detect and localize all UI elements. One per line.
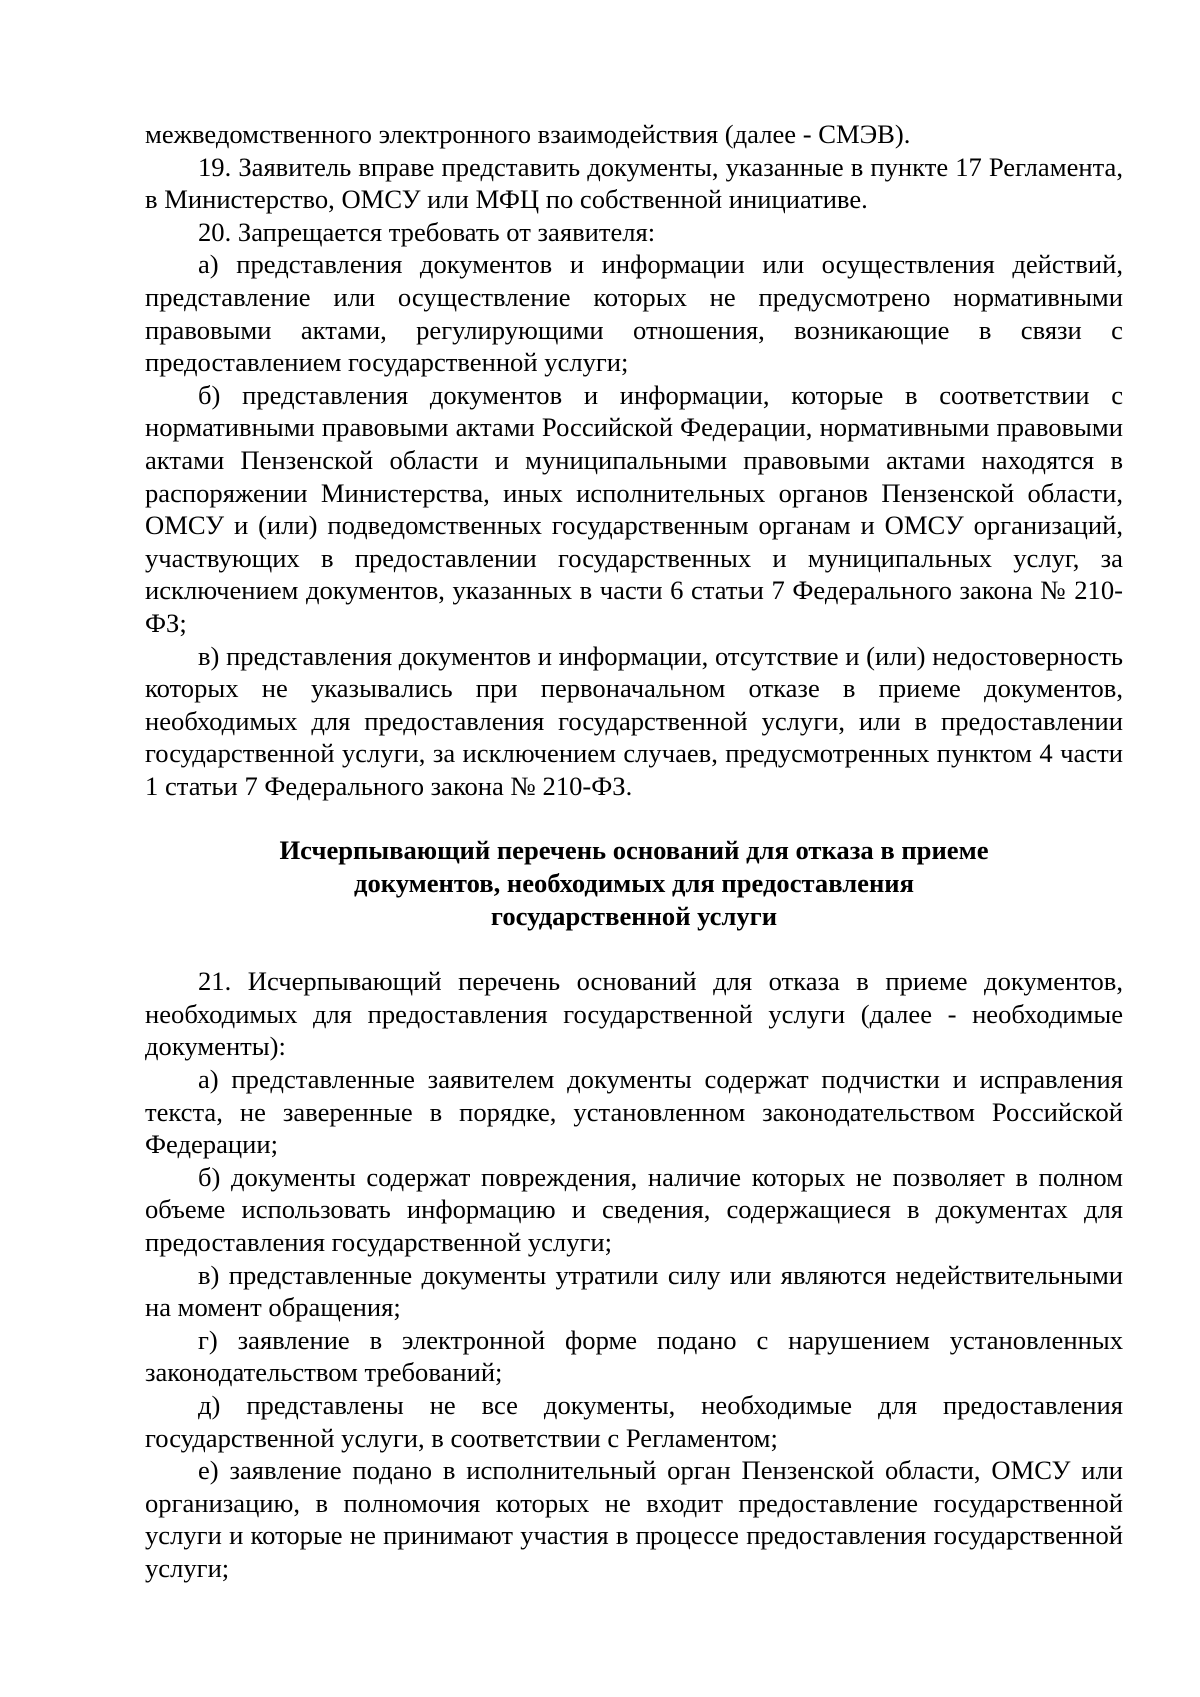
section-heading-line-1: Исчерпывающий перечень оснований для отказа в приеме: [279, 835, 989, 866]
paragraph-20-a: а) представления документов и информации или осуществления действий, представление или осуществление которых не предусмотрено нормативными правовыми актами, регулирующими отношения, возникающие в связи с предоставлением государственной услуги;: [145, 249, 1123, 378]
paragraph-21-a: а) представленные заявителем документы содержат подчистки и исправления текста, не заверенные в порядке, установленном законодательством Российской Федерации;: [145, 1064, 1123, 1160]
section-heading-line-3: государственной услуги: [490, 900, 778, 931]
section-heading-line-2: документов, необходимых для предоставления: [354, 868, 914, 899]
paragraph-20-b: б) представления документов и информации, которые в соответствии с нормативными правовыми актами Российской Федерации, нормативными правовыми актами Пензенской области и муниципальными правовыми актами находятся в распоряжении Министерства, иных исполнительных органов Пензенской области, ОМСУ и (или) подведомственных государственным органам и ОМСУ организаций, участвующих в предоставлении государственных и муниципальных услуг, за исключением документов, указанных в части 6 статьи 7 Федерального закона № 210-ФЗ;: [145, 379, 1123, 638]
paragraph-21-v: в) представленные документы утратили силу или являются недействительными на момент обращения;: [145, 1259, 1123, 1323]
paragraph-21-g: г) заявление в электронной форме подано с нарушением установленных законодательством требований;: [145, 1324, 1123, 1388]
paragraph-21-e: е) заявление подано в исполнительный орган Пензенской области, ОМСУ или организацию, в полномочия которых не входит предоставление государственной услуги и которые не принимают участия в процессе предоставления государственной услуги;: [145, 1455, 1123, 1583]
paragraph-20: 20. Запрещается требовать от заявителя:: [198, 216, 656, 247]
paragraph-21-b: б) документы содержат повреждения, наличие которых не позволяет в полном объеме использовать информацию и сведения, содержащиеся в документах для предоставления государственной услуги;: [145, 1161, 1123, 1257]
paragraph-19: 19. Заявитель вправе представить документы, указанные в пункте 17 Регламента, в Министерство, ОМСУ или МФЦ по собственной инициативе.: [145, 151, 1123, 215]
paragraph-smev-continuation: межведомственного электронного взаимодействия (далее - СМЭВ).: [145, 119, 911, 149]
document-body: [145, 118, 1123, 1585]
section-heading: [145, 834, 1123, 932]
paragraph-21-d: д) представлены не все документы, необходимые для предоставления государственной услуги, в соответствии с Регламентом;: [145, 1389, 1123, 1453]
paragraph-20-v: в) представления документов и информации, отсутствие и (или) недостоверность которых не указывались при первоначальном отказе в приеме документов, необходимых для предоставления государственной услуги, или в предоставлении государственной услуги, за исключением случаев, предусмотренных пунктом 4 части 1 статьи 7 Федерального закона № 210-ФЗ.: [145, 640, 1123, 801]
spacer: [145, 932, 1123, 965]
paragraph-21: 21. Исчерпывающий перечень оснований для отказа в приеме документов, необходимых для предоставления государственной услуги (далее - необходимые документы):: [145, 966, 1123, 1062]
spacer: [145, 802, 1123, 834]
